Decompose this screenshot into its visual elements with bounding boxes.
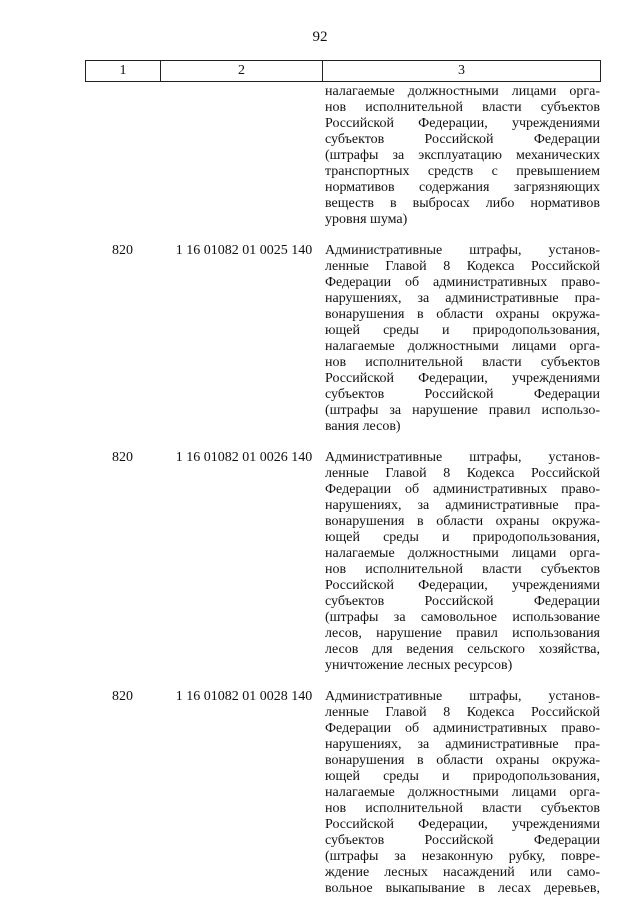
budget-code-cell: 1 16 01082 01 0026 140	[175, 450, 313, 465]
description-line: (штрафы за самовольное использование	[325, 610, 600, 625]
description-line: транспортных средств с превышением	[325, 164, 600, 179]
budget-code-cell: 1 16 01082 01 0028 140	[175, 689, 313, 704]
description-line: субъектов Российской Федерации	[325, 833, 600, 848]
description-line: налагаемые должностными лицами орга-	[325, 339, 600, 354]
column-header-2: 2	[161, 61, 323, 82]
column-header-1: 1	[86, 61, 161, 82]
description-line: субъектов Российской Федерации	[325, 387, 600, 402]
description-line: веществ в выбросах либо нормативов	[325, 196, 600, 211]
description-line: вания лесов)	[325, 419, 401, 434]
description-line: нарушениях, за административные пра-	[325, 737, 600, 752]
description-line: Федерации об административных право-	[325, 275, 600, 290]
description-line: нарушениях, за административные пра-	[325, 498, 600, 513]
description-line: вонарушения в области охраны окружа-	[325, 753, 600, 768]
description-line: ющей среды и природопользования,	[325, 769, 600, 784]
description-line: (штрафы за нарушение правил использо-	[325, 403, 600, 418]
column-header-table	[85, 60, 601, 82]
admin-code-cell: 820	[112, 450, 133, 465]
description-line: (штрафы за незаконную рубку, повре-	[325, 849, 600, 864]
description-line: Федерации об административных право-	[325, 482, 600, 497]
description-cell	[325, 689, 600, 897]
description-line: нов исполнительной власти субъектов	[325, 801, 600, 816]
table-row	[85, 450, 600, 674]
description-line: лесов, нарушение правил использования	[325, 626, 600, 641]
description-cell	[325, 84, 600, 228]
description-line: Российской Федерации, учреждениями	[325, 817, 600, 832]
description-line: Административные штрафы, установ-	[325, 450, 600, 465]
description-line: ленные Главой 8 Кодекса Российской	[325, 705, 600, 720]
description-line: Российской Федерации, учреждениями	[325, 578, 600, 593]
budget-code-cell: 1 16 01082 01 0025 140	[175, 243, 313, 258]
description-line: Российской Федерации, учреждениями	[325, 371, 600, 386]
description-line: ющей среды и природопользования,	[325, 323, 600, 338]
table-body	[85, 84, 600, 912]
description-line: Федерации об административных право-	[325, 721, 600, 736]
description-line: Административные штрафы, установ-	[325, 689, 600, 704]
description-line: налагаемые должностными лицами орга-	[325, 84, 600, 99]
description-line: уровня шума)	[325, 212, 408, 227]
description-line: ющей среды и природопользования,	[325, 530, 600, 545]
description-line: Российской Федерации, учреждениями	[325, 116, 600, 131]
description-line: вольное выкапывание в лесах деревьев,	[325, 881, 600, 896]
table-row	[85, 243, 600, 435]
description-line: нов исполнительной власти субъектов	[325, 355, 600, 370]
description-line: ждение лесных насаждений или само-	[325, 865, 600, 880]
description-line: ленные Главой 8 Кодекса Российской	[325, 259, 600, 274]
column-header-row	[86, 61, 601, 82]
description-line: нарушениях, за административные пра-	[325, 291, 600, 306]
description-line: нормативов содержания загрязняющих	[325, 180, 600, 195]
description-line: вонарушения в области охраны окружа-	[325, 307, 600, 322]
description-line: налагаемые должностными лицами орга-	[325, 546, 600, 561]
description-line: (штрафы за эксплуатацию механических	[325, 148, 600, 163]
description-line: нов исполнительной власти субъектов	[325, 562, 600, 577]
description-line: нов исполнительной власти субъектов	[325, 100, 600, 115]
description-cell	[325, 243, 600, 435]
description-cell	[325, 450, 600, 674]
admin-code-cell: 820	[112, 689, 133, 704]
table-row	[85, 689, 600, 897]
description-line: налагаемые должностными лицами орга-	[325, 785, 600, 800]
admin-code-cell: 820	[112, 243, 133, 258]
description-line: лесов для ведения сельского хозяйства,	[325, 642, 600, 657]
table-row	[85, 84, 600, 228]
description-line: вонарушения в области охраны окружа-	[325, 514, 600, 529]
page-number: 92	[312, 29, 328, 45]
description-line: субъектов Российской Федерации	[325, 132, 600, 147]
column-header-3: 3	[323, 61, 601, 82]
description-line: уничтожение лесных ресурсов)	[325, 658, 513, 673]
description-line: ленные Главой 8 Кодекса Российской	[325, 466, 600, 481]
description-line: субъектов Российской Федерации	[325, 594, 600, 609]
description-line: Административные штрафы, установ-	[325, 243, 600, 258]
